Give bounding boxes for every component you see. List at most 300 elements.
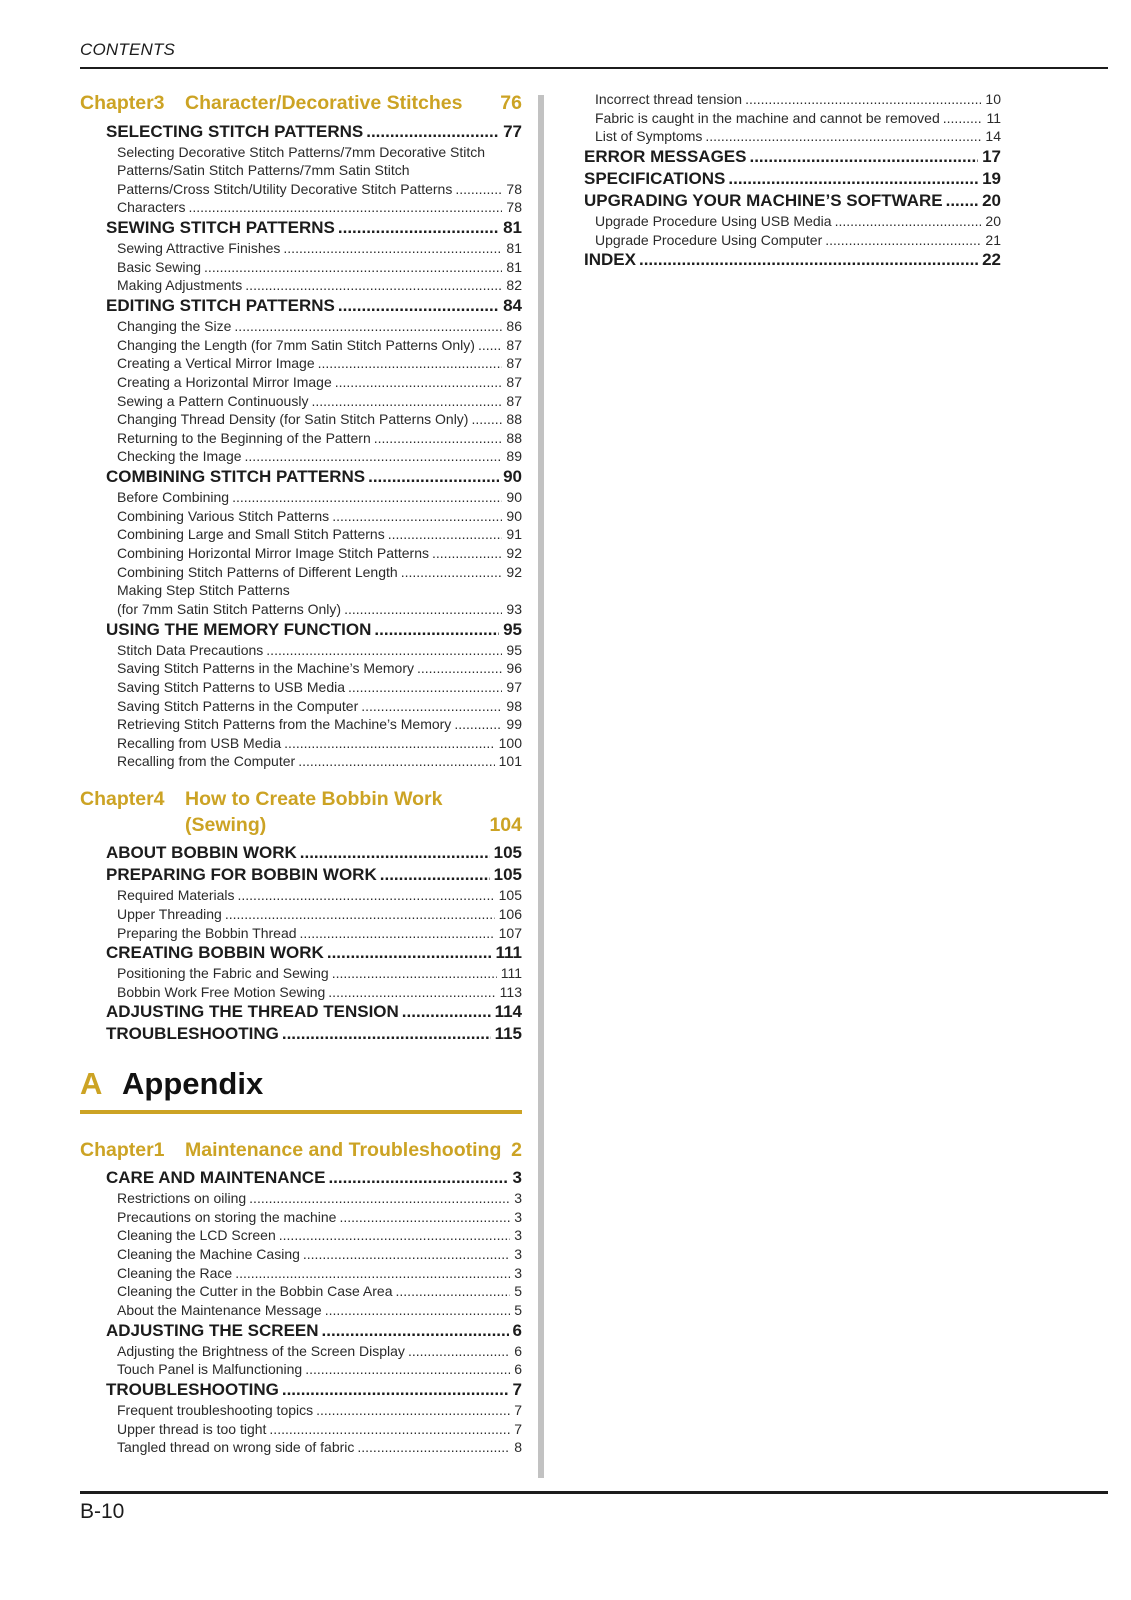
toc-item [80,447,522,466]
item-page: 7 [514,1401,522,1418]
toc-item [80,373,522,392]
toc-item-line [117,641,522,660]
toc-item [80,905,522,924]
item-title: Saving Stitch Patterns in the Computer [117,697,359,714]
toc-item [80,1282,522,1301]
toc-item [80,1245,522,1264]
toc-section [80,217,522,238]
toc-item [80,276,522,295]
dot-leader [308,392,502,411]
toc-item-line [117,659,522,678]
dot-leader [393,1282,511,1301]
item-title: Changing Thread Density (for Satin Stitch Patterns Only) [117,411,469,428]
item-title: About the Maintenance Message [117,1302,322,1319]
item-page: 3 [514,1246,522,1263]
toc-item [80,429,522,448]
toc-item [80,392,522,411]
dot-leader [300,1245,510,1264]
toc-item-line [117,392,522,411]
item-page: 92 [506,563,522,580]
toc-item [80,410,522,429]
section-title: TROUBLESHOOTING [106,1024,279,1044]
dot-leader [354,1438,510,1457]
toc-item [80,734,522,753]
toc-item-line [117,143,522,162]
toc-item [80,641,522,660]
toc-item-line [595,109,1001,128]
toc-section [558,168,1001,189]
toc-section [80,466,522,487]
item-page: 87 [506,373,522,390]
section-page: 22 [982,250,1001,270]
toc-item [80,544,522,563]
toc-item [80,983,522,1002]
part-title: Appendix [122,1065,264,1101]
item-title: Touch Panel is Malfunctioning [117,1361,303,1378]
item-page: 3 [514,1190,522,1207]
dot-leader [940,109,983,128]
item-title: Upgrade Procedure Using USB Media [595,212,832,229]
item-title: Creating a Vertical Mirror Image [117,355,315,372]
item-page: 6 [514,1361,522,1378]
item-title: Patterns/Cross Stitch/Utility Decorative Stitch Patterns [117,180,453,197]
toc-item [80,1420,522,1439]
toc-section [80,1320,522,1341]
toc-item-line [117,581,522,600]
toc-item-line [595,231,1001,250]
toc-section [80,619,522,640]
chapter-title-text: Maintenance and Troubleshooting [185,1138,502,1161]
item-page: 98 [506,697,522,714]
chapter-heading [80,1137,522,1163]
dot-leader [315,354,503,373]
toc-item-line [117,1189,522,1208]
section-title: UPGRADING YOUR MACHINE’S SOFTWARE [584,190,943,210]
toc-section [558,249,1001,270]
chapter-label: Chapter1 [80,1138,165,1161]
item-title: Cleaning the Machine Casing [117,1246,300,1263]
item-page: 81 [506,240,522,257]
item-title: Saving Stitch Patterns in the Machine’s Memory [117,660,414,677]
chapter-title-text: Character/Decorative Stitches [185,92,463,114]
item-page: 92 [506,545,522,562]
toc-item [80,1360,522,1379]
chapter-heading [80,786,522,838]
section-title: ABOUT BOBBIN WORK [106,843,297,863]
item-page: 107 [498,924,522,941]
dot-leader [429,544,502,563]
dot-leader [452,180,502,199]
dot-leader [232,1264,510,1283]
chapter-title-line [185,786,522,812]
toc-section [80,842,522,863]
dot-leader [746,146,978,167]
dot-leader [345,678,502,697]
dot-leader [325,983,495,1002]
section-title: ERROR MESSAGES [584,146,747,166]
toc-section [80,1379,522,1400]
item-page: 82 [506,277,522,294]
item-page: 100 [498,734,522,751]
section-page: 111 [495,943,522,963]
item-title: Combining Horizontal Mirror Image Stitch Patterns [117,545,430,562]
item-title: Recalling from the Computer [117,753,296,770]
toc-item [80,563,522,582]
item-page: 105 [498,887,522,904]
section-title: SEWING STITCH PATTERNS [106,218,335,238]
item-title: Combining Various Stitch Patterns [117,507,330,524]
dot-leader [725,168,978,189]
toc-item-line [117,1245,522,1264]
item-title: Cleaning the LCD Screen [117,1227,276,1244]
item-page: 5 [514,1283,522,1300]
item-title: Preparing the Bobbin Thread [117,924,297,941]
dot-leader [358,697,502,716]
section-page: 77 [503,121,522,141]
toc-item-line [117,336,522,355]
dot-leader [365,466,499,487]
item-page: 7 [514,1420,522,1437]
dot-leader [475,336,502,355]
dot-leader [322,1301,511,1320]
dot-leader [363,121,499,142]
item-page: 78 [506,180,522,197]
section-page: 105 [493,843,522,863]
toc-item-line [117,354,522,373]
item-title: Retrieving Stitch Patterns from the Machine’s Memory [117,716,452,733]
toc-item [80,924,522,943]
toc-item-line [117,239,522,258]
item-title: Returning to the Beginning of the Pattern [117,429,371,446]
toc-left-column [80,90,522,1457]
item-page: 90 [506,507,522,524]
item-title: Patterns/Satin Stitch Patterns/7mm Satin Stitch [117,162,410,179]
chapter-label: Chapter4 [80,787,165,810]
toc-item [80,964,522,983]
toc-item [80,659,522,678]
dot-leader [229,488,502,507]
item-title: Restrictions on oiling [117,1190,247,1207]
dot-leader [324,942,492,963]
item-page: 21 [985,231,1001,248]
item-title: Upper thread is too tight [117,1420,267,1437]
toc-item [80,1189,522,1208]
toc-right-column [558,90,1001,271]
section-title: ADJUSTING THE THREAD TENSION [106,1002,399,1022]
footer-rule [80,1491,1108,1494]
chapter-page: 2 [511,1138,522,1161]
toc-item-line [117,276,522,295]
section-title: CARE AND MAINTENANCE [106,1168,326,1188]
chapter-title-line [185,812,522,838]
toc-item-line [117,1438,522,1457]
toc-item [80,581,522,618]
dot-leader [335,295,499,316]
toc-item [80,1342,522,1361]
section-page: 115 [494,1024,522,1044]
toc-item-line [117,752,522,771]
dot-leader [295,752,494,771]
item-page: 88 [506,411,522,428]
dot-leader [222,905,495,924]
toc-item-line [117,544,522,563]
dot-leader [832,212,982,231]
dot-leader [341,600,502,619]
toc-item [558,127,1001,146]
item-title: Changing the Length (for 7mm Satin Stitch Patterns Only) [117,336,475,353]
toc-section [80,942,522,963]
toc-item [80,488,522,507]
item-title: Combining Large and Small Stitch Patterns [117,526,385,543]
item-title: Sewing a Pattern Continuously [117,392,309,409]
item-title: Precautions on storing the machine [117,1208,337,1225]
toc-item-line [117,715,522,734]
item-page: 20 [985,212,1001,229]
toc-section [80,295,522,316]
toc-item [80,507,522,526]
dot-leader [313,1401,510,1420]
item-page: 101 [498,753,522,770]
item-title: (for 7mm Satin Stitch Patterns Only) [117,600,342,617]
section-page: 90 [503,467,522,487]
toc-item [558,212,1001,231]
item-title: Making Adjustments [117,277,243,294]
dot-leader [280,239,502,258]
section-title: TROUBLESHOOTING [106,1379,279,1399]
toc-section [80,1023,522,1044]
toc-item [80,697,522,716]
section-page: 3 [512,1168,522,1188]
section-page: 17 [982,146,1001,166]
toc-item-line [117,373,522,392]
chapter-title-line [185,1137,522,1163]
dot-leader [414,659,502,678]
toc-section [80,864,522,885]
section-title: SELECTING STITCH PATTERNS [106,121,364,141]
item-page: 87 [506,355,522,372]
dot-leader [377,864,490,885]
chapter-heading [80,90,522,116]
toc-item-line [117,678,522,697]
section-page: 81 [503,218,522,238]
item-title: Tangled thread on wrong side of fabric [117,1439,355,1456]
toc-item-line [117,697,522,716]
dot-leader [332,373,503,392]
section-page: 84 [503,295,522,315]
toc-section [80,1167,522,1188]
toc-item-line [117,198,522,217]
toc-item [80,678,522,697]
toc-item-line [117,1208,522,1227]
dot-leader [451,715,502,734]
section-page: 6 [512,1320,522,1340]
dot-leader [276,1226,510,1245]
item-page: 86 [506,317,522,334]
toc-item-line [117,964,522,983]
item-page: 10 [985,91,1001,107]
item-title: Characters [117,199,186,216]
item-title: Before Combining [117,489,230,506]
toc-item-line [117,1420,522,1439]
toc-item [80,886,522,905]
dot-leader [468,410,502,429]
toc-item-line [117,1360,522,1379]
part-letter: A [80,1065,103,1101]
toc-item-line [595,90,1001,109]
section-page: 105 [493,865,522,885]
toc-item-line [117,447,522,466]
column-divider [538,95,544,1478]
toc-item [558,90,1001,109]
toc-item-line [117,507,522,526]
item-title: Changing the Size [117,317,232,334]
chapter-title [185,786,522,838]
item-title: Recalling from USB Media [117,734,282,751]
dot-leader [231,317,502,336]
toc-item-line [117,180,522,199]
toc-item-line [117,258,522,277]
item-title: Cleaning the Race [117,1264,233,1281]
toc-item-line [117,488,522,507]
item-page: 14 [985,128,1001,145]
dot-leader [325,1167,508,1188]
item-page: 81 [506,258,522,275]
dot-leader [266,1420,510,1439]
toc-item-line [117,983,522,1002]
page-header-title: CONTENTS [80,40,176,59]
toc-item [80,198,522,217]
toc-item-line [117,525,522,544]
section-title: ADJUSTING THE SCREEN [106,1320,319,1340]
dot-leader [281,734,494,753]
toc-item [80,525,522,544]
toc-item-line [117,600,522,619]
toc-section [80,121,522,142]
toc-item-line [595,212,1001,231]
section-title: PREPARING FOR BOBBIN WORK [106,865,377,885]
chapter-title [185,1137,522,1163]
toc-item-line [117,1401,522,1420]
part-heading [80,1064,522,1114]
toc-item-line [117,1264,522,1283]
dot-leader [329,964,497,983]
toc-section [558,146,1001,167]
item-title: Making Step Stitch Patterns [117,582,290,599]
toc-item [80,752,522,771]
dot-leader [297,842,490,863]
item-page: 11 [986,109,1001,126]
dot-leader [302,1360,510,1379]
item-page: 3 [514,1208,522,1225]
chapter-title-text: How to Create Bobbin Work [185,787,443,810]
toc-item-line [117,734,522,753]
item-title: Positioning the Fabric and Sewing [117,965,329,982]
toc-item [80,1438,522,1457]
toc-item [80,354,522,373]
toc-item-line [595,127,1001,146]
dot-leader [336,1208,510,1227]
item-title: Combining Stitch Patterns of Different Length [117,563,398,580]
section-page: 19 [982,168,1001,188]
dot-leader [399,1001,491,1022]
chapter-page: 76 [500,92,522,114]
header-rule [80,67,1108,69]
item-title: Stitch Data Precautions [117,641,264,658]
item-page: 87 [506,392,522,409]
toc-item-line [117,1301,522,1320]
toc-item-line [117,905,522,924]
item-title: Cleaning the Cutter in the Bobbin Case Area [117,1283,393,1300]
section-title: USING THE MEMORY FUNCTION [106,619,372,639]
dot-leader [242,276,502,295]
item-title: Incorrect thread tension [595,91,743,107]
section-page: 114 [494,1002,522,1022]
item-page: 93 [506,600,522,617]
item-page: 91 [506,526,522,543]
section-title: INDEX [584,250,636,270]
item-page: 6 [514,1342,522,1359]
item-page: 3 [514,1227,522,1244]
item-page: 8 [514,1439,522,1456]
toc-item-line [117,1226,522,1245]
dot-leader [702,127,981,146]
toc-item-line [117,563,522,582]
toc-item-line [117,429,522,448]
page-number: B-10 [80,1500,125,1523]
toc-item [80,1301,522,1320]
item-page: 97 [506,678,522,695]
dot-leader [246,1189,510,1208]
item-page: 89 [506,448,522,465]
item-title: Sewing Attractive Finishes [117,240,281,257]
dot-leader [385,525,503,544]
item-title: Fabric is caught in the machine and cannot be removed [595,109,940,126]
dot-leader [297,924,495,943]
toc-item-line [117,317,522,336]
item-title: Saving Stitch Patterns to USB Media [117,678,345,695]
section-title: SPECIFICATIONS [584,168,726,188]
toc-item-line [117,886,522,905]
toc-item [80,239,522,258]
dot-leader [201,258,502,277]
toc-item-line [117,161,522,180]
item-title: Selecting Decorative Stitch Patterns/7mm Decorative Stitch [117,143,486,160]
dot-leader [263,641,502,660]
toc-item [80,715,522,734]
item-title: Checking the Image [117,448,242,465]
dot-leader [235,886,495,905]
item-page: 111 [500,965,522,982]
item-title: Frequent troubleshooting topics [117,1401,314,1418]
dot-leader [371,619,499,640]
section-title: COMBINING STITCH PATTERNS [106,467,366,487]
dot-leader [319,1320,509,1341]
dot-leader [329,507,502,526]
chapter-label: Chapter3 [80,92,165,114]
dot-leader [943,190,978,211]
item-page: 3 [514,1264,522,1281]
dot-leader [398,563,503,582]
toc-item [80,143,522,199]
item-page: 88 [506,429,522,446]
section-page: 95 [503,619,522,639]
dot-leader [279,1023,491,1044]
item-page: 96 [506,660,522,677]
section-page: 20 [982,190,1001,210]
toc-item-line [117,410,522,429]
toc-item [558,231,1001,250]
item-page: 90 [506,489,522,506]
